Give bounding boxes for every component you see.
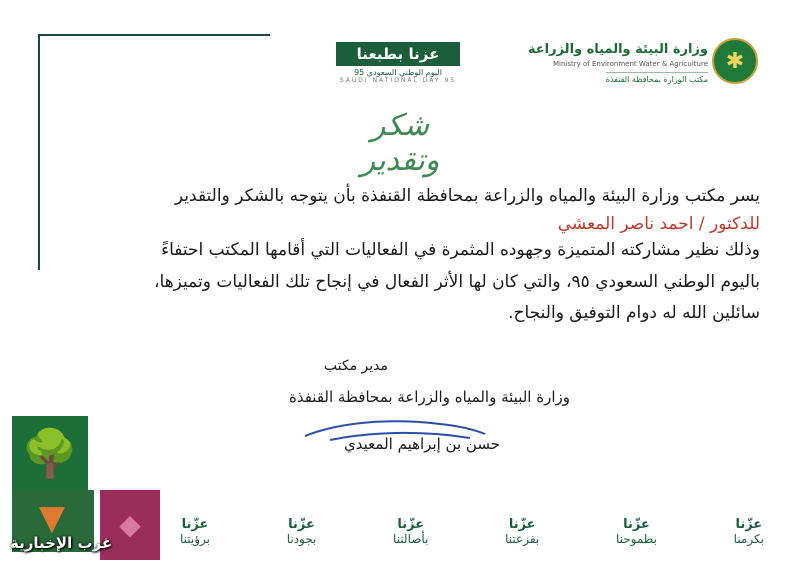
letter-line-4: باليوم الوطني السعودي ٩٥، والتي كان لها الأثر الفعال في إنجاح تلك الفعاليات وتميزها، bbox=[154, 272, 760, 292]
recipient-name: للدكتور / احمد ناصر المعشي bbox=[557, 214, 760, 234]
letter-line-3: وذلك نظير مشاركته المتميزة وجهوده المثمرة في الفعاليات التي أقامها المكتب احتفاءً bbox=[161, 240, 760, 260]
signatory-ministry: وزارة البيئة والمياه والزراعة بمحافظة القنفذة bbox=[288, 388, 570, 406]
slogan-item: عزّنا بطموحنا bbox=[615, 517, 657, 546]
certificate-heading: شكر وتقدير bbox=[360, 108, 440, 178]
ministry-logo bbox=[527, 38, 758, 90]
watermark: غرب الإخبارية bbox=[10, 534, 113, 552]
slogan-item: عزّنا بجودنا bbox=[286, 517, 317, 546]
slogan-item: عزّنا بأصالتنا bbox=[393, 517, 429, 546]
national-day-badge bbox=[336, 42, 460, 84]
signatory-name: حسن بن إبراهيم المعيدي bbox=[344, 435, 500, 453]
chevron-pattern-icon: ▼ bbox=[38, 498, 66, 538]
letter-line-5: سائلين الله له دوام التوفيق والنجاح. bbox=[508, 303, 760, 323]
national-day-subtitle: اليوم الوطني السعودي 95 bbox=[354, 68, 442, 77]
letter-line-1: يسر مكتب وزارة البيئة والمياه والزراعة بمحافظة القنفذة بأن يتوجه بالشكر والتقدير bbox=[174, 186, 760, 206]
ministry-name-en: Ministry of Environment Water & Agriculture bbox=[553, 60, 708, 68]
slogan-item: عزّنا بكرمنا bbox=[733, 517, 764, 546]
frame-line-left bbox=[38, 34, 40, 270]
ministry-name-ar: وزارة البيئة والمياه والزراعة bbox=[527, 42, 708, 57]
frame-line-top bbox=[38, 34, 270, 36]
decorative-tree-tile bbox=[12, 416, 88, 490]
palm-swords-emblem-icon: ✱ bbox=[712, 38, 758, 84]
national-day-subtitle-en: SAUDI NATIONAL DAY 95 bbox=[339, 77, 457, 84]
slogan-item: عزّنا بفزعتنا bbox=[505, 517, 540, 546]
slogans-row bbox=[180, 518, 764, 558]
slogan-item: عزّنا برؤيتنا bbox=[180, 517, 210, 546]
signatory-title: مدير مكتب bbox=[323, 358, 388, 374]
ministry-office: مكتب الوزارة بمحافظة القنفذة bbox=[606, 72, 708, 84]
national-day-slogan: عزنا بطبعنا bbox=[336, 42, 460, 66]
tree-icon: 🌳 bbox=[21, 426, 79, 480]
dots-pattern-icon: ◆ bbox=[119, 508, 141, 541]
